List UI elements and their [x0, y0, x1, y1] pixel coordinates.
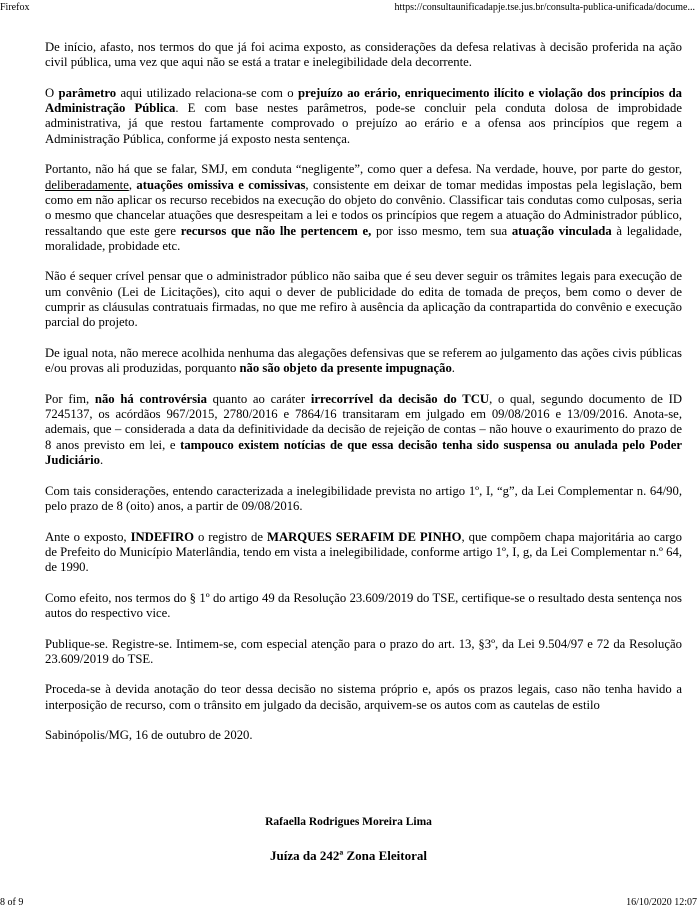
paragraph-text: Ante o exposto, [45, 529, 131, 544]
bold-text: INDEFIRO [130, 529, 195, 544]
paragraph-text: , o qual, segundo documento de ID 7245137, os acórdãos 967/2015, 2780/2016 e 7864/16 transitaram em julgado em 09/08/2016 e 13/09/2016. Anota-se, ademais, que – considerada a data da definitividade da decisão de rejeição de contas – não houve o exaurimento do prazo de 8 anos previsto em lei, e [45, 391, 683, 452]
bold-text: não são objeto da presente impugnação [239, 361, 452, 376]
page-url: https://consultaunificadapje.tse.jus.br/consulta-publica-unificada/docume... [394, 2, 695, 13]
document-paragraph [45, 637, 682, 668]
paragraph-text: , consistente em deixar de tomar medidas impostas pela legislação, bem como em não aplicar os recurso recebidos na execução do objeto do convênio. Classificar tais condutas como culposas, seria o mesmo que chancelar atuações que desrespeitam a lei e todos os princípios que regem a atuação do Administrador público, ressaltando que este gere [45, 177, 682, 238]
bold-text: parâmetro [58, 85, 117, 100]
bold-text: atuação vinculada [511, 223, 612, 238]
paragraph-text: Por fim, [45, 391, 95, 406]
page-number: 8 of 9 [0, 897, 24, 908]
paragraph-text: Como efeito, nos termos do § 1º do artigo 49 da Resolução 23.609/2019 do TSE, certifique-se o resultado desta sentença nos autos do respectivo vice. [45, 590, 682, 620]
paragraph-text: Proceda-se à devida anotação do teor dessa decisão no sistema próprio e, após os prazos legais, caso não tenha havido a interposição de recurso, com o trânsito em julgado da decisão, arquivem-se os autos com as cautelas de estilo [45, 682, 682, 712]
bold-text: não há controvérsia [94, 391, 207, 406]
print-footer [0, 896, 697, 913]
browser-app-name: Firefox [0, 2, 30, 13]
browser-header [0, 0, 697, 16]
bold-text: recursos que não lhe pertencem e, [180, 223, 372, 238]
bold-text: irrecorrível da decisão do TCU [310, 391, 490, 406]
print-timestamp: 16/10/2020 12:07 [626, 897, 697, 908]
paragraph-text: aqui utilizado relaciona-se com o [116, 85, 298, 100]
paragraph-text: por isso mesmo, tem sua [371, 223, 512, 238]
bold-text: atuações omissiva e comissivas [136, 177, 306, 192]
paragraph-text: . E com base nestes parâmetros, pode-se concluir pela conduta dolosa de improbidade administrativa, já que restou fartamente comprovado o prejuízo ao erário e a ofensa aos princípios que regem a Administração Pública, conforme já exposto nesta sentença. [45, 101, 682, 146]
document-paragraph [45, 392, 682, 468]
paragraph-text: . [99, 453, 104, 468]
paragraph-text: o registro de [194, 529, 267, 544]
document-paragraph [45, 269, 682, 330]
document-paragraph [45, 162, 682, 254]
paragraph-text: Não é sequer crível pensar que o administrador público não saiba que é seu dever seguir os trâmites legais para execução de um convênio (Lei de Licitações), cito aqui o dever de publicidade do edita de tomada de preços, bem como o dever de cumprir as cláusulas contratuais firmadas, no que me refiro à ausência da aplicação da contrapartida do convênio e execução parcial do projeto. [45, 269, 682, 330]
underlined-text: deliberadamente [45, 177, 129, 192]
document-paragraph [45, 728, 682, 743]
document-paragraph [45, 40, 682, 71]
document-body [45, 40, 682, 759]
bold-text: MARQUES SERAFIM DE PINHO [266, 529, 462, 544]
document-paragraph [45, 346, 682, 377]
paragraph-text: , [128, 177, 137, 192]
paragraph-text: Portanto, não há que se falar, SMJ, em conduta “negligente”, como quer a defesa. Na verdade, houve, por parte do gestor, [45, 162, 682, 177]
signer-role: Juíza da 242ª Zona Eleitoral [269, 848, 427, 863]
paragraph-text: Com tais considerações, entendo caracterizada a inelegibilidade prevista no artigo 1º, I, “g”, da Lei Complementar n. 64/90, pelo prazo de 8 (oito) anos, a partir de 09/08/2016. [45, 483, 682, 513]
document-paragraph [45, 591, 682, 622]
document-paragraph [45, 682, 682, 713]
document-paragraph [45, 530, 682, 576]
signer-name: Rafaella Rodrigues Moreira Lima [265, 816, 432, 828]
paragraph-text: . [451, 361, 455, 376]
paragraph-text: à legalidade, moralidade, probidade etc. [45, 223, 682, 253]
paragraph-text: , que compõem chapa majoritária ao cargo de Prefeito do Município Materlândia, tendo em vista a inelegibilidade, conforme artigo 1º, I, g, da Lei Complementar n.º 64, de 1990. [45, 529, 682, 575]
document-paragraph [45, 86, 682, 147]
paragraph-text: O [45, 85, 59, 100]
document-paragraph [45, 484, 682, 515]
bold-text: tampouco existem notícias de que essa decisão tenha sido suspensa ou anulada pelo Poder Judiciário [45, 437, 682, 468]
paragraph-text: De igual nota, não merece acolhida nenhuma das alegações defensivas que se referem ao julgamento das ações civis públicas e/ou provas ali produzidas, porquanto [45, 345, 682, 376]
paragraph-text: Publique-se. Registre-se. Intimem-se, com especial atenção para o prazo do art. 13, §3º, da Lei 9.504/97 e 72 da Resolução 23.609/2019 do TSE. [45, 636, 682, 666]
bold-text: prejuízo ao erário, enriquecimento ilícito e violação dos princípios da Administração Pública [45, 85, 682, 116]
paragraph-text: quanto ao caráter [206, 391, 311, 406]
paragraph-text: Sabinópolis/MG, 16 de outubro de 2020. [45, 728, 253, 743]
paragraph-text: De início, afasto, nos termos do que já foi acima exposto, as considerações da defesa relativas à decisão proferida na ação civil pública, uma vez que aqui não se está a tratar e inelegibilidade dela decorrente. [45, 40, 682, 70]
